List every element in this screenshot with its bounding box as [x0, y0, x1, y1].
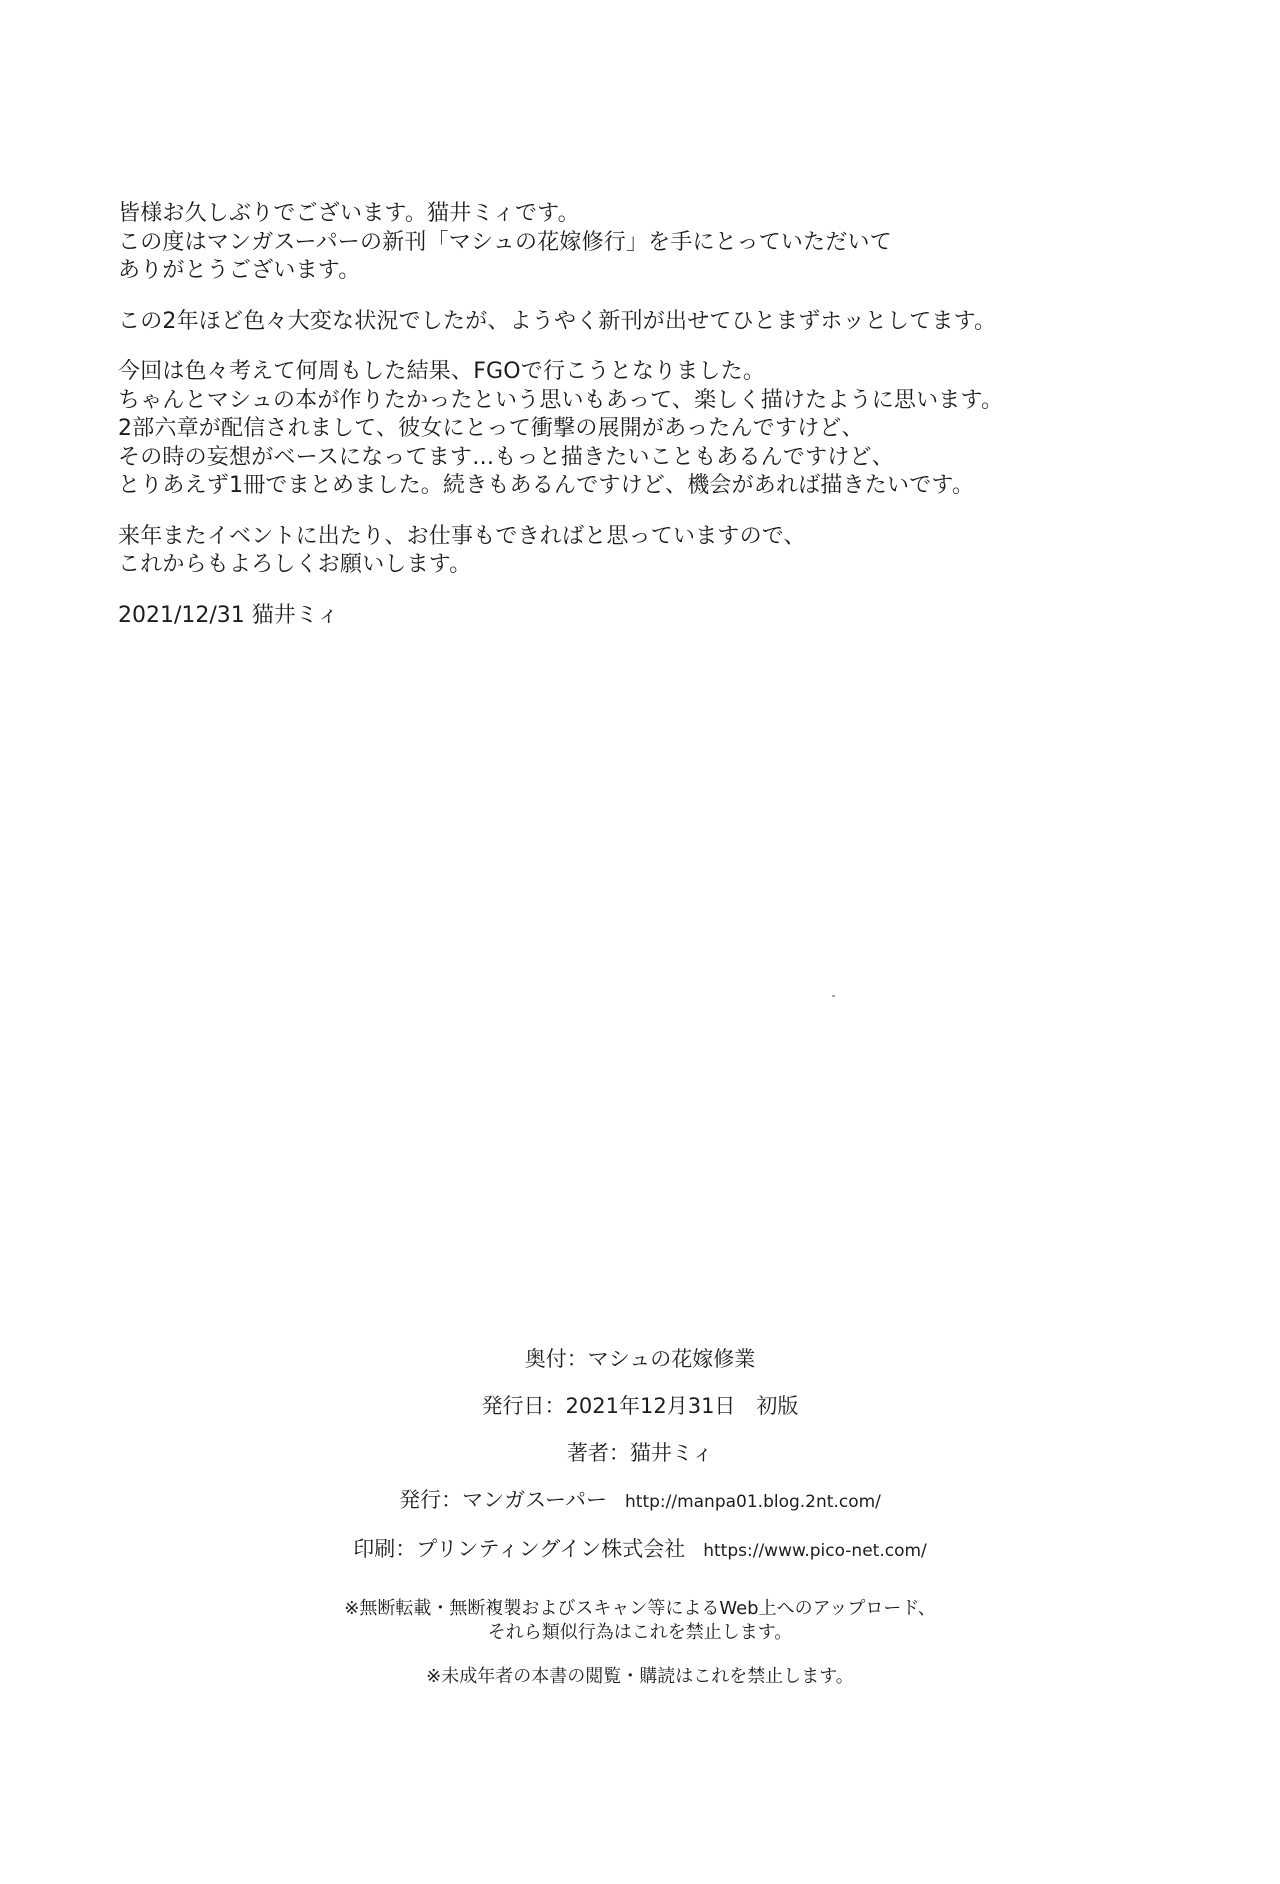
- publisher-url: http://manpa01.blog.2nt.com/: [625, 1492, 881, 1512]
- colophon-author: 著者：猫井ミィ: [566, 1441, 714, 1465]
- colophon-publisher: 発行：マンガスーパー: [399, 1488, 607, 1512]
- afterword-line: この度はマンガスーパーの新刊「マシュの花嫁修行」を手にとっていただいて: [118, 229, 892, 255]
- afterword-line: これからもよろしくお願いします。: [118, 552, 472, 577]
- colophon-printer: 印刷：プリンティングイン株式会社: [353, 1537, 686, 1561]
- colophon: [0, 1345, 1280, 1689]
- notice-line: ※無断転載・無断複製およびスキャン等によるWeb上へのアップロード、: [344, 1598, 936, 1619]
- copyright-notice: [0, 1597, 1280, 1645]
- afterword-paragraph-4: [118, 523, 1168, 580]
- afterword-line: 皆様お久しぶりでございます。猫井ミィです。: [118, 201, 580, 226]
- notice-line: それら類似行為はこれを禁止します。: [487, 1622, 793, 1643]
- colophon-issue-date: 発行日：2021年12月31日 初版: [481, 1394, 799, 1418]
- colophon-title: 奥付：マシュの花嫁修業: [524, 1347, 756, 1371]
- afterword-line: とりあえず1冊でまとめました。続きもあるんですけど、機会があれば描きたいです。: [118, 473, 975, 498]
- scan-speck: [832, 995, 835, 997]
- afterword-paragraph-3: [118, 358, 1168, 501]
- colophon-publisher-row: [0, 1486, 1280, 1516]
- afterword-line: 来年またイベントに出たり、お仕事もできればと思っていますので、: [118, 523, 806, 549]
- afterword-line: ちゃんとマシュの本が作りたかったという思いもあって、楽しく描けたように思います。: [118, 387, 1004, 413]
- afterword-line: その時の妄想がベースになってます…もっと描きたいこともあるんですけど、: [118, 444, 894, 470]
- afterword: [118, 200, 1168, 630]
- afterword-paragraph-2: [118, 308, 1168, 337]
- afterword-paragraph-1: [118, 200, 1168, 286]
- afterword-line: ありがとうございます。: [118, 258, 361, 283]
- afterword-signature: 2021/12/31 猫井ミィ: [118, 602, 339, 628]
- colophon-printer-row: [0, 1535, 1280, 1565]
- afterword-line: この2年ほど色々大変な状況でしたが、ようやく新刊が出せてひとまずホッとしてます。: [118, 308, 997, 334]
- afterword-line: 2部六章が配信されまして、彼女にとって衝撃の展開があったんですけど、: [118, 416, 864, 441]
- minor-notice: ※未成年者の本書の閲覧・購読はこれを禁止します。: [426, 1666, 854, 1687]
- afterword-line: 今回は色々考えて何周もした結果、FGOで行こうとなりました。: [118, 359, 766, 384]
- printer-url: https://www.pico-net.com/: [703, 1541, 927, 1561]
